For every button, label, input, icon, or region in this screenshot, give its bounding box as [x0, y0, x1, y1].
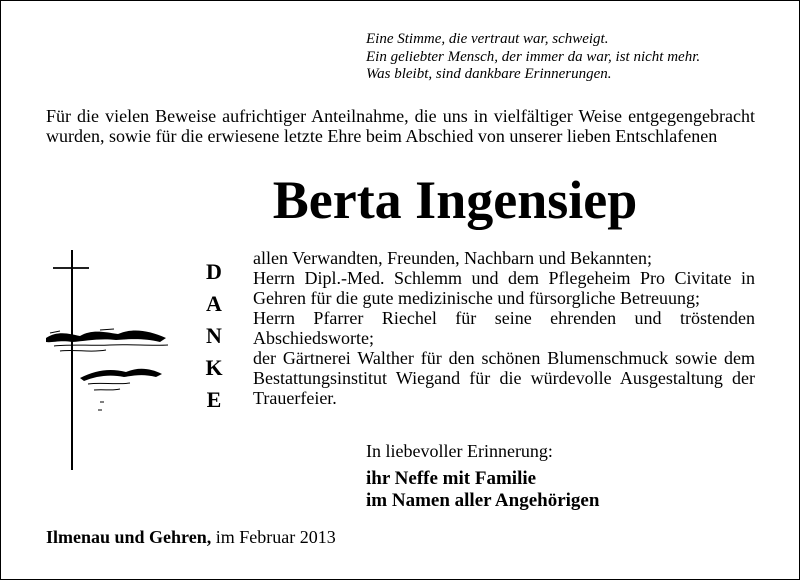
cross-landscape-icon	[40, 250, 175, 475]
signer-line: im Namen aller Angehörigen	[366, 490, 600, 511]
footer-places: Ilmenau und Gehren,	[46, 527, 212, 547]
memory-label: In liebevoller Erinnerung:	[366, 441, 553, 461]
danke-letter: D	[206, 259, 222, 284]
danke-letter: E	[206, 387, 222, 412]
thanks-item: Herrn Pfarrer Riechel für seine ehrenden und tröstenden Abschiedsworte;	[253, 308, 755, 348]
place-date	[46, 527, 336, 547]
intro-text: Für die vielen Beweise aufrichtiger Anteilnahme, die uns in vielfältiger Weise entgegengebracht wurden, sowie für die erwiesene letzte Ehre beim Abschied von unserer lieben Entschlafenen	[46, 106, 755, 146]
danke-letter: A	[206, 291, 222, 316]
thanks-item: Herrn Dipl.-Med. Schlemm und dem Pflegeheim Pro Civitate in Gehren für die gute medizinische und fürsorgliche Betreuung;	[253, 268, 755, 308]
danke-letter: N	[206, 323, 222, 348]
danke-letter: K	[205, 355, 223, 380]
signer-line: ihr Neffe mit Familie	[366, 468, 537, 489]
signers	[366, 468, 599, 512]
thanks-item: allen Verwandten, Freunden, Nachbarn und Bekannten;	[253, 248, 653, 268]
quote-line: Was bleibt, sind dankbare Erinnerungen.	[366, 66, 612, 82]
footer-date: im Februar 2013	[215, 527, 336, 547]
memorial-quote	[366, 31, 700, 84]
deceased-name: Berta Ingensiep	[272, 170, 638, 230]
quote-line: Eine Stimme, die vertraut war, schweigt.	[366, 31, 609, 47]
danke-vertical	[196, 256, 232, 416]
thanks-list	[253, 248, 755, 408]
quote-line: Ein geliebter Mensch, der immer da war, ist nicht mehr.	[366, 48, 701, 65]
thanks-item: der Gärtnerei Walther für den schönen Blumenschmuck sowie dem Bestattungsinstitut Wiegand für die würdevolle Ausgestaltung der Trauerfeier.	[253, 348, 755, 408]
